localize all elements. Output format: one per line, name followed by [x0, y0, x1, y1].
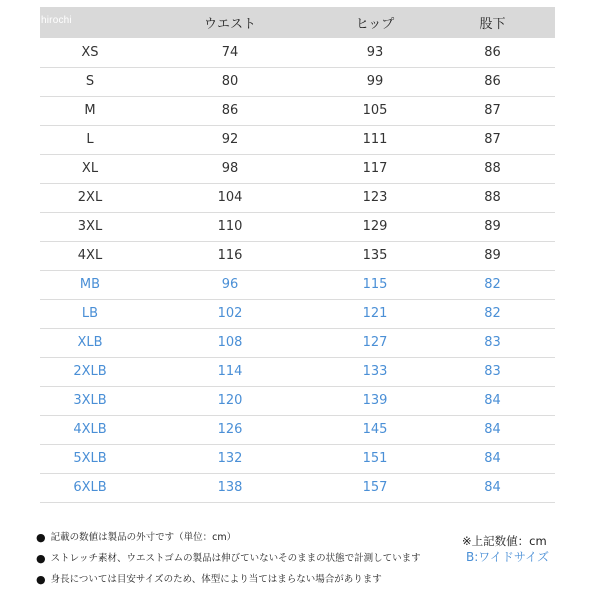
- table-row: [40, 299, 555, 328]
- cell-size: LB: [40, 299, 140, 328]
- cell-hip: 105: [320, 96, 430, 125]
- cell-hip: 117: [320, 154, 430, 183]
- wide-size-note: B:ワイドサイズ: [466, 550, 549, 564]
- header-inseam: 股下: [430, 7, 555, 38]
- header-waist: ウエスト: [140, 7, 320, 38]
- cell-size: XLB: [40, 328, 140, 357]
- cell-size: S: [40, 67, 140, 96]
- bullet-icon: ●: [36, 530, 46, 544]
- cell-inseam: 88: [430, 183, 555, 212]
- cell-size: 2XL: [40, 183, 140, 212]
- cell-waist: 126: [140, 415, 320, 444]
- cell-waist: 114: [140, 357, 320, 386]
- cell-inseam: 84: [430, 473, 555, 502]
- cell-inseam: 83: [430, 328, 555, 357]
- note-text: 身長については目安サイズのため、体型により当てはまらない場合があります: [50, 573, 382, 585]
- cell-hip: 123: [320, 183, 430, 212]
- table-row: [40, 38, 555, 67]
- cell-waist: 74: [140, 38, 320, 67]
- table-row: [40, 183, 555, 212]
- cell-waist: 116: [140, 241, 320, 270]
- cell-hip: 115: [320, 270, 430, 299]
- cell-hip: 93: [320, 38, 430, 67]
- header-row: [40, 7, 555, 38]
- cell-waist: 104: [140, 183, 320, 212]
- cell-hip: 129: [320, 212, 430, 241]
- cell-inseam: 87: [430, 96, 555, 125]
- size-chart-table: [40, 7, 555, 503]
- cell-size: 4XLB: [40, 415, 140, 444]
- size-chart-body: [40, 38, 555, 502]
- cell-waist: 120: [140, 386, 320, 415]
- table-row: [40, 444, 555, 473]
- cell-inseam: 87: [430, 125, 555, 154]
- cell-hip: 127: [320, 328, 430, 357]
- cell-hip: 121: [320, 299, 430, 328]
- cell-hip: 133: [320, 357, 430, 386]
- table-row: [40, 96, 555, 125]
- size-chart-header: [40, 7, 555, 38]
- note-item: [36, 569, 421, 590]
- cell-inseam: 89: [430, 212, 555, 241]
- table-row: [40, 386, 555, 415]
- cell-hip: 99: [320, 67, 430, 96]
- bullet-icon: ●: [36, 551, 46, 565]
- cell-inseam: 84: [430, 415, 555, 444]
- cell-inseam: 84: [430, 386, 555, 415]
- cell-waist: 80: [140, 67, 320, 96]
- cell-inseam: 82: [430, 299, 555, 328]
- cell-inseam: 88: [430, 154, 555, 183]
- cell-waist: 86: [140, 96, 320, 125]
- table-row: [40, 67, 555, 96]
- cell-size: 6XLB: [40, 473, 140, 502]
- table-row: [40, 125, 555, 154]
- unit-note: ※上記数値：cm: [462, 534, 547, 548]
- cell-size: 3XL: [40, 212, 140, 241]
- cell-inseam: 84: [430, 444, 555, 473]
- cell-hip: 151: [320, 444, 430, 473]
- table-row: [40, 415, 555, 444]
- bullet-icon: ●: [36, 572, 46, 586]
- table-row: [40, 154, 555, 183]
- cell-hip: 157: [320, 473, 430, 502]
- cell-waist: 98: [140, 154, 320, 183]
- table-row: [40, 328, 555, 357]
- table-row: [40, 212, 555, 241]
- cell-size: 5XLB: [40, 444, 140, 473]
- cell-hip: 139: [320, 386, 430, 415]
- watermark-text: hirochi: [41, 15, 72, 26]
- cell-waist: 92: [140, 125, 320, 154]
- cell-hip: 111: [320, 125, 430, 154]
- notes-list: [36, 527, 421, 590]
- cell-waist: 96: [140, 270, 320, 299]
- note-item: [36, 527, 421, 548]
- cell-size: L: [40, 125, 140, 154]
- cell-inseam: 83: [430, 357, 555, 386]
- cell-size: M: [40, 96, 140, 125]
- cell-hip: 145: [320, 415, 430, 444]
- cell-waist: 102: [140, 299, 320, 328]
- cell-waist: 132: [140, 444, 320, 473]
- cell-waist: 110: [140, 212, 320, 241]
- table-row: [40, 270, 555, 299]
- cell-inseam: 86: [430, 38, 555, 67]
- cell-inseam: 86: [430, 67, 555, 96]
- table-row: [40, 241, 555, 270]
- note-text: 記載の数値は製品の外寸です（単位：cm）: [50, 531, 237, 543]
- cell-size: 4XL: [40, 241, 140, 270]
- cell-size: XS: [40, 38, 140, 67]
- cell-size: 3XLB: [40, 386, 140, 415]
- cell-size: 2XLB: [40, 357, 140, 386]
- header-hip: ヒップ: [320, 7, 430, 38]
- cell-waist: 138: [140, 473, 320, 502]
- cell-inseam: 89: [430, 241, 555, 270]
- note-text: ストレッチ素材、ウエストゴムの製品は伸びていないそのままの状態で計測しています: [50, 552, 421, 564]
- table-row: [40, 357, 555, 386]
- cell-inseam: 82: [430, 270, 555, 299]
- note-item: [36, 548, 421, 569]
- cell-hip: 135: [320, 241, 430, 270]
- cell-waist: 108: [140, 328, 320, 357]
- table-row: [40, 473, 555, 502]
- cell-size: MB: [40, 270, 140, 299]
- cell-size: XL: [40, 154, 140, 183]
